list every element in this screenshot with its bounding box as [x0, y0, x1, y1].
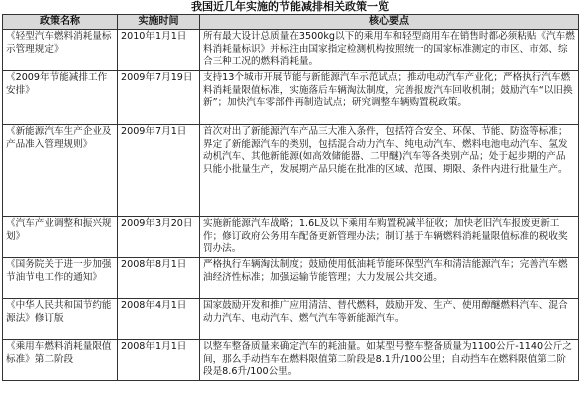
- policy-name-cell: 《新能源汽车生产企业及产品准入管理规则》: [3, 125, 118, 217]
- policy-points-cell: 支持13个城市开展节能与新能源汽车示范试点；推动电动汽车产业化；严格执行汽车燃料消耗量限值标准，实施落后车辆淘汰制度，完善报废汽车回收机制；鼓励汽车“以旧换新”；加快汽车零部件再制造试点；研究调整车辆购置税政策。: [200, 71, 579, 125]
- policy-name-cell: 《国务院关于进一步加强节油节电工作的通知》: [3, 258, 118, 299]
- policy-date-cell: 2010年1月1日: [118, 30, 200, 71]
- table-header-row: [3, 15, 579, 30]
- table-row: [3, 217, 579, 258]
- policy-table: [2, 14, 579, 381]
- policy-date-cell: 2009年7月1日: [118, 125, 200, 217]
- policy-points-cell: 实施新能源汽车战略；1.6L及以下乘用车购置税减半征收；加快老旧汽车报废更新工作；修订政府公务用车配备更新管理办法；制订基于车辆燃料消耗量限值标准的税收奖罚办法。: [200, 217, 579, 258]
- policy-name-cell: 《中华人民共和国节约能源法》修订版: [3, 299, 118, 340]
- policy-name-cell: 《汽车产业调整和振兴规划》: [3, 217, 118, 258]
- policy-date-cell: 2009年3月20日: [118, 217, 200, 258]
- table-row: [3, 340, 579, 381]
- policy-date-cell: 2008年4月1日: [118, 299, 200, 340]
- policy-name-cell: 《轻型汽车燃料消耗量标示管理规定》: [3, 30, 118, 71]
- policy-points-cell: 以整车整备质量来确定汽车的耗油量。如某型号整车整备质量为1100公斤-1140公斤之间，那么手动挡车在燃料限值第二阶段是8.1升/100公里；自动挡车在燃料限值第二阶段是8.6升/100公里。: [200, 340, 579, 381]
- policy-points-cell: 严格执行车辆淘汰制度；鼓励使用低油耗节能环保型汽车和清洁能源汽车；完善汽车燃油经济性标准；加强运输节能管理；大力发展公共交通。: [200, 258, 579, 299]
- header-implementation-date: 实施时间: [118, 15, 200, 30]
- policy-date-cell: 2009年7月19日: [118, 71, 200, 125]
- table-row: [3, 30, 579, 71]
- table-row: [3, 299, 579, 340]
- policy-points-cell: 所有最大设计总质量在3500kg以下的乘用车和轻型商用车在销售时都必须粘贴《汽车燃料消耗量标识》并标注由国家指定检测机构按照统一的国家标准测定的市区、市郊、综合三种工况的燃料消耗量。: [200, 30, 579, 71]
- table-row: [3, 125, 579, 217]
- page-title: 我国近几年实施的节能减排相关政策一览: [191, 0, 389, 13]
- table-row: [3, 258, 579, 299]
- table-row: [3, 71, 579, 125]
- header-key-points: 核心要点: [200, 15, 579, 30]
- policy-points-cell: 国家鼓励开发和推广应用清洁、替代燃料，鼓励开发、生产、使用醇醚燃料汽车、混合动力汽车、电动汽车、燃气汽车等新能源汽车。: [200, 299, 579, 340]
- policy-points-cell: 首次对出了新能源汽车产品三大准入条件，包括符合安全、环保、节能、防盗等标准；界定了新能源汽车的类别，包括混合动力汽车、纯电动汽车、燃料电池电动汽车、氢发动机汽车、其他新能源(如高效储能器、二甲醚)汽车等各类别产品；处于起步期的产品只能小批量生产，发展期产品只能在批准的区域、范围、期限、条件内进行批量生产。: [200, 125, 579, 217]
- policy-date-cell: 2008年8月1日: [118, 258, 200, 299]
- policy-date-cell: 2008年1月1日: [118, 340, 200, 381]
- policy-name-cell: 《2009年节能减排工作安排》: [3, 71, 118, 125]
- header-policy-name: 政策名称: [3, 15, 118, 30]
- policy-name-cell: 《乘用车燃料消耗量限值标准》第二阶段: [3, 340, 118, 381]
